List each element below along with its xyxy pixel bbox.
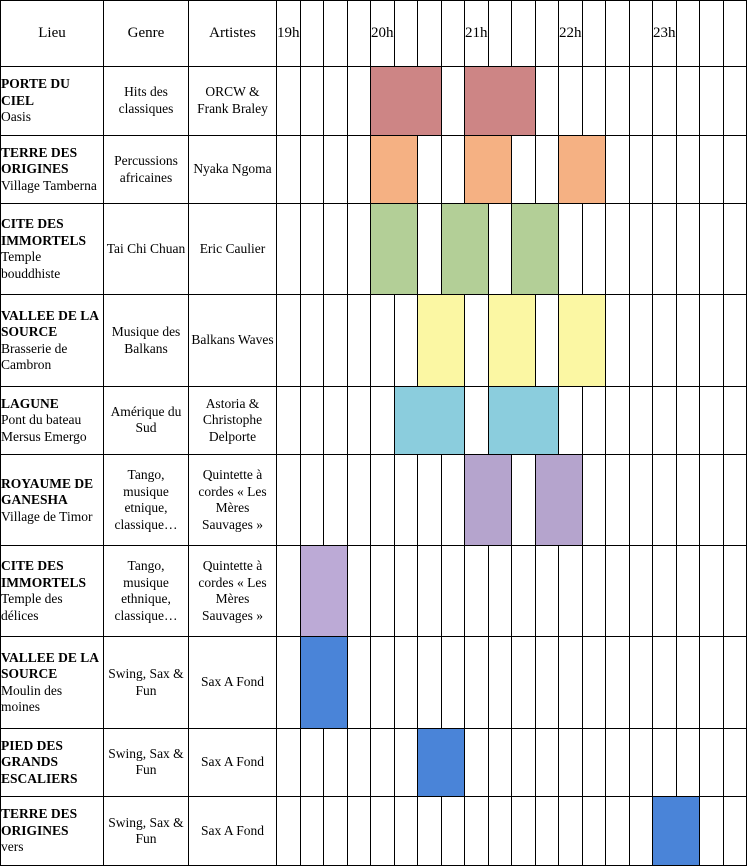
schedule-empty-slot <box>418 797 442 866</box>
header-hour-19h-q2 <box>300 1 324 67</box>
cell-lieu <box>1 728 104 797</box>
header-hour-22h-q4 <box>629 1 653 67</box>
header-hour-20h-q2 <box>394 1 418 67</box>
table-row <box>1 204 747 295</box>
schedule-empty-slot <box>700 135 724 204</box>
schedule-empty-slot <box>324 728 348 797</box>
cell-artistes: Sax A Fond <box>189 637 277 728</box>
schedule-empty-slot <box>700 386 724 455</box>
schedule-empty-slot <box>488 204 512 295</box>
schedule-empty-slot <box>300 728 324 797</box>
schedule-empty-slot <box>300 295 324 386</box>
venue-sublocation: Temple des délices <box>1 591 63 623</box>
schedule-block <box>300 546 347 637</box>
cell-artistes: Nyaka Ngoma <box>189 135 277 204</box>
schedule-empty-slot <box>606 546 630 637</box>
schedule-empty-slot <box>465 295 489 386</box>
schedule-empty-slot <box>347 67 371 136</box>
schedule-empty-slot <box>582 637 606 728</box>
schedule-empty-slot <box>559 67 583 136</box>
schedule-empty-slot <box>512 637 536 728</box>
schedule-empty-slot <box>535 67 559 136</box>
cell-lieu <box>1 386 104 455</box>
schedule-empty-slot <box>676 728 700 797</box>
header-hour-23h-q2 <box>676 1 700 67</box>
schedule-empty-slot <box>629 204 653 295</box>
schedule-empty-slot <box>488 546 512 637</box>
schedule-empty-slot <box>465 728 489 797</box>
schedule-empty-slot <box>441 455 465 546</box>
venue-name: VALLEE DE LA SOURCE <box>1 649 99 682</box>
schedule-empty-slot <box>512 797 536 866</box>
schedule-block <box>512 204 559 295</box>
schedule-empty-slot <box>371 728 395 797</box>
schedule-empty-slot <box>277 728 301 797</box>
venue-sublocation: vers <box>1 839 24 855</box>
schedule-empty-slot <box>277 546 301 637</box>
schedule-empty-slot <box>300 797 324 866</box>
cell-lieu <box>1 295 104 386</box>
schedule-empty-slot <box>606 67 630 136</box>
schedule-empty-slot <box>371 386 395 455</box>
schedule-block <box>653 797 700 866</box>
cell-genre: Hits des classiques <box>104 67 189 136</box>
table-row <box>1 295 747 386</box>
schedule-empty-slot <box>606 135 630 204</box>
schedule-empty-slot <box>535 797 559 866</box>
schedule-empty-slot <box>559 386 583 455</box>
header-hour-21h-q2 <box>488 1 512 67</box>
schedule-empty-slot <box>324 386 348 455</box>
schedule-empty-slot <box>582 67 606 136</box>
schedule-empty-slot <box>488 728 512 797</box>
schedule-empty-slot <box>559 637 583 728</box>
schedule-empty-slot <box>653 295 677 386</box>
header-hour-23h-q3 <box>700 1 724 67</box>
schedule-empty-slot <box>512 135 536 204</box>
header-hour-21h-q4 <box>535 1 559 67</box>
schedule-block <box>535 455 582 546</box>
schedule-block <box>465 455 512 546</box>
cell-artistes: Sax A Fond <box>189 728 277 797</box>
schedule-empty-slot <box>300 67 324 136</box>
schedule-empty-slot <box>347 386 371 455</box>
schedule-empty-slot <box>606 728 630 797</box>
schedule-block <box>559 295 606 386</box>
schedule-empty-slot <box>418 637 442 728</box>
schedule-empty-slot <box>441 67 465 136</box>
header-hour-19h-q3 <box>324 1 348 67</box>
table-row <box>1 637 747 728</box>
schedule-empty-slot <box>559 797 583 866</box>
cell-genre: Tango, musique etnique, classique… <box>104 455 189 546</box>
table-row <box>1 797 747 866</box>
schedule-empty-slot <box>559 546 583 637</box>
schedule-empty-slot <box>394 546 418 637</box>
schedule-empty-slot <box>606 204 630 295</box>
schedule-empty-slot <box>676 455 700 546</box>
schedule-empty-slot <box>347 797 371 866</box>
schedule-empty-slot <box>277 455 301 546</box>
cell-artistes: ORCW & Frank Braley <box>189 67 277 136</box>
schedule-empty-slot <box>535 728 559 797</box>
schedule-empty-slot <box>277 386 301 455</box>
schedule-empty-slot <box>347 295 371 386</box>
header-hour-23h: 23h <box>653 1 677 67</box>
schedule-empty-slot <box>629 386 653 455</box>
schedule-empty-slot <box>629 295 653 386</box>
header-hour-21h-q3 <box>512 1 536 67</box>
schedule-empty-slot <box>512 455 536 546</box>
header-hour-22h-q3 <box>606 1 630 67</box>
schedule-empty-slot <box>653 637 677 728</box>
schedule-empty-slot <box>653 386 677 455</box>
schedule-empty-slot <box>723 204 747 295</box>
header-artistes: Artistes <box>189 1 277 67</box>
schedule-empty-slot <box>559 728 583 797</box>
schedule-empty-slot <box>700 455 724 546</box>
cell-lieu <box>1 455 104 546</box>
schedule-empty-slot <box>700 204 724 295</box>
table-row <box>1 67 747 136</box>
schedule-empty-slot <box>629 797 653 866</box>
schedule-empty-slot <box>512 546 536 637</box>
schedule-empty-slot <box>700 295 724 386</box>
schedule-empty-slot <box>629 546 653 637</box>
header-lieu: Lieu <box>1 1 104 67</box>
cell-lieu <box>1 797 104 866</box>
schedule-empty-slot <box>700 728 724 797</box>
schedule-empty-slot <box>676 386 700 455</box>
schedule-empty-slot <box>441 135 465 204</box>
schedule-empty-slot <box>723 728 747 797</box>
schedule-empty-slot <box>676 67 700 136</box>
schedule-empty-slot <box>394 728 418 797</box>
venue-sublocation: Brasserie de Cambron <box>1 340 68 372</box>
cell-lieu <box>1 67 104 136</box>
schedule-empty-slot <box>700 797 724 866</box>
schedule-empty-slot <box>535 637 559 728</box>
schedule-empty-slot <box>606 637 630 728</box>
schedule-empty-slot <box>441 546 465 637</box>
schedule-empty-slot <box>653 67 677 136</box>
schedule-empty-slot <box>582 455 606 546</box>
schedule-empty-slot <box>512 728 536 797</box>
venue-sublocation: Village Tamberna <box>1 177 97 193</box>
header-row <box>1 1 747 67</box>
header-hour-23h-q4 <box>723 1 747 67</box>
schedule-empty-slot <box>394 295 418 386</box>
schedule-empty-slot <box>277 67 301 136</box>
schedule-empty-slot <box>324 295 348 386</box>
schedule-empty-slot <box>723 67 747 136</box>
cell-lieu <box>1 204 104 295</box>
schedule-empty-slot <box>488 797 512 866</box>
schedule-empty-slot <box>347 135 371 204</box>
table-row <box>1 135 747 204</box>
schedule-empty-slot <box>676 204 700 295</box>
schedule-empty-slot <box>300 455 324 546</box>
header-hour-21h: 21h <box>465 1 489 67</box>
schedule-empty-slot <box>582 797 606 866</box>
header-hour-19h: 19h <box>277 1 301 67</box>
schedule-empty-slot <box>418 135 442 204</box>
schedule-empty-slot <box>700 67 724 136</box>
cell-lieu <box>1 546 104 637</box>
cell-artistes: Quintette à cordes « Les Mères Sauvages » <box>189 546 277 637</box>
schedule-empty-slot <box>488 637 512 728</box>
schedule-empty-slot <box>347 204 371 295</box>
table-header <box>1 1 747 67</box>
header-hour-20h-q3 <box>418 1 442 67</box>
schedule-empty-slot <box>535 135 559 204</box>
venue-sublocation: Oasis <box>1 109 31 125</box>
schedule-empty-slot <box>723 295 747 386</box>
cell-genre: Musique des Balkans <box>104 295 189 386</box>
venue-sublocation: Village de Timor <box>1 508 93 524</box>
schedule-empty-slot <box>653 546 677 637</box>
schedule-empty-slot <box>629 135 653 204</box>
schedule-empty-slot <box>629 67 653 136</box>
schedule-empty-slot <box>371 295 395 386</box>
schedule-empty-slot <box>606 797 630 866</box>
cell-genre: Swing, Sax & Fun <box>104 728 189 797</box>
schedule-empty-slot <box>559 204 583 295</box>
table-body <box>1 67 747 866</box>
schedule-empty-slot <box>606 386 630 455</box>
schedule-empty-slot <box>347 546 371 637</box>
schedule-empty-slot <box>277 637 301 728</box>
venue-name: TERRE DES ORIGINES <box>1 806 78 838</box>
header-genre: Genre <box>104 1 189 67</box>
schedule-empty-slot <box>700 637 724 728</box>
schedule-empty-slot <box>371 637 395 728</box>
cell-artistes: Astoria & Christophe Delporte <box>189 386 277 455</box>
schedule-empty-slot <box>277 135 301 204</box>
schedule-empty-slot <box>723 455 747 546</box>
schedule-empty-slot <box>723 637 747 728</box>
schedule-empty-slot <box>653 204 677 295</box>
schedule-block <box>465 135 512 204</box>
schedule-block <box>371 67 442 136</box>
schedule-empty-slot <box>700 546 724 637</box>
schedule-empty-slot <box>371 797 395 866</box>
schedule-block <box>418 728 465 797</box>
schedule-empty-slot <box>653 135 677 204</box>
cell-genre: Percussions africaines <box>104 135 189 204</box>
cell-genre: Swing, Sax & Fun <box>104 637 189 728</box>
venue-sublocation: Moulin des moines <box>1 682 63 714</box>
schedule-empty-slot <box>535 546 559 637</box>
schedule-block <box>371 135 418 204</box>
schedule-block <box>300 637 347 728</box>
schedule-empty-slot <box>324 455 348 546</box>
venue-name: PIED DES GRANDS ESCALIERS <box>1 737 78 786</box>
schedule-empty-slot <box>582 546 606 637</box>
schedule-empty-slot <box>465 637 489 728</box>
schedule-empty-slot <box>394 637 418 728</box>
venue-name: CITE DES IMMORTELS <box>1 216 87 248</box>
cell-genre: Amérique du Sud <box>104 386 189 455</box>
header-hour-19h-q4 <box>347 1 371 67</box>
schedule-empty-slot <box>394 455 418 546</box>
cell-artistes: Eric Caulier <box>189 204 277 295</box>
schedule-empty-slot <box>629 728 653 797</box>
schedule-block <box>394 386 465 455</box>
schedule-empty-slot <box>300 386 324 455</box>
schedule-empty-slot <box>300 204 324 295</box>
table-row <box>1 728 747 797</box>
table-row <box>1 386 747 455</box>
header-hour-22h: 22h <box>559 1 583 67</box>
schedule-empty-slot <box>347 728 371 797</box>
schedule-empty-slot <box>582 204 606 295</box>
schedule-block <box>465 67 536 136</box>
schedule-empty-slot <box>629 637 653 728</box>
schedule-empty-slot <box>441 637 465 728</box>
schedule-block <box>559 135 606 204</box>
schedule-empty-slot <box>418 204 442 295</box>
schedule-empty-slot <box>676 135 700 204</box>
schedule-empty-slot <box>465 386 489 455</box>
schedule-empty-slot <box>629 455 653 546</box>
cell-genre: Tango, musique ethnique, classique… <box>104 546 189 637</box>
venue-name: TERRE DES ORIGINES <box>1 144 78 177</box>
schedule-empty-slot <box>300 135 324 204</box>
schedule-empty-slot <box>441 797 465 866</box>
schedule-empty-slot <box>394 797 418 866</box>
cell-lieu <box>1 135 104 204</box>
header-hour-22h-q2 <box>582 1 606 67</box>
schedule-empty-slot <box>535 295 559 386</box>
schedule-empty-slot <box>606 295 630 386</box>
table-row <box>1 546 747 637</box>
schedule-empty-slot <box>653 455 677 546</box>
schedule-empty-slot <box>324 797 348 866</box>
schedule-empty-slot <box>676 295 700 386</box>
schedule-empty-slot <box>418 455 442 546</box>
schedule-empty-slot <box>324 67 348 136</box>
header-hour-20h: 20h <box>371 1 395 67</box>
schedule-empty-slot <box>676 637 700 728</box>
schedule-empty-slot <box>324 135 348 204</box>
schedule-empty-slot <box>418 546 442 637</box>
venue-name: VALLEE DE LA SOURCE <box>1 307 99 340</box>
schedule-empty-slot <box>347 637 371 728</box>
venue-sublocation: Temple bouddhiste <box>1 249 61 281</box>
cell-genre: Tai Chi Chuan <box>104 204 189 295</box>
venue-name: PORTE DU CIEL <box>1 76 70 108</box>
schedule-empty-slot <box>582 386 606 455</box>
schedule-empty-slot <box>582 728 606 797</box>
schedule-empty-slot <box>371 546 395 637</box>
schedule-empty-slot <box>465 797 489 866</box>
venue-name: CITE DES IMMORTELS <box>1 558 87 590</box>
schedule-empty-slot <box>347 455 371 546</box>
cell-artistes: Quintette à cordes « Les Mères Sauvages » <box>189 455 277 546</box>
schedule-block <box>488 386 559 455</box>
schedule-empty-slot <box>277 797 301 866</box>
venue-name: ROYAUME DE GANESHA <box>1 475 94 508</box>
schedule-empty-slot <box>723 797 747 866</box>
schedule-empty-slot <box>606 455 630 546</box>
venue-name: LAGUNE <box>1 395 59 411</box>
header-hour-20h-q4 <box>441 1 465 67</box>
schedule-block <box>371 204 418 295</box>
cell-artistes: Sax A Fond <box>189 797 277 866</box>
schedule-empty-slot <box>371 455 395 546</box>
schedule-block <box>488 295 535 386</box>
schedule-empty-slot <box>723 135 747 204</box>
cell-artistes: Balkans Waves <box>189 295 277 386</box>
schedule-empty-slot <box>723 386 747 455</box>
table-row <box>1 455 747 546</box>
schedule-block <box>418 295 465 386</box>
schedule-empty-slot <box>277 204 301 295</box>
schedule-empty-slot <box>676 546 700 637</box>
schedule-empty-slot <box>723 546 747 637</box>
schedule-empty-slot <box>277 295 301 386</box>
schedule-empty-slot <box>324 204 348 295</box>
schedule-empty-slot <box>465 546 489 637</box>
schedule-block <box>441 204 488 295</box>
schedule-empty-slot <box>653 728 677 797</box>
venue-sublocation: Pont du bateau Mersus Emergo <box>1 412 87 444</box>
cell-genre: Swing, Sax & Fun <box>104 797 189 866</box>
cell-lieu <box>1 637 104 728</box>
